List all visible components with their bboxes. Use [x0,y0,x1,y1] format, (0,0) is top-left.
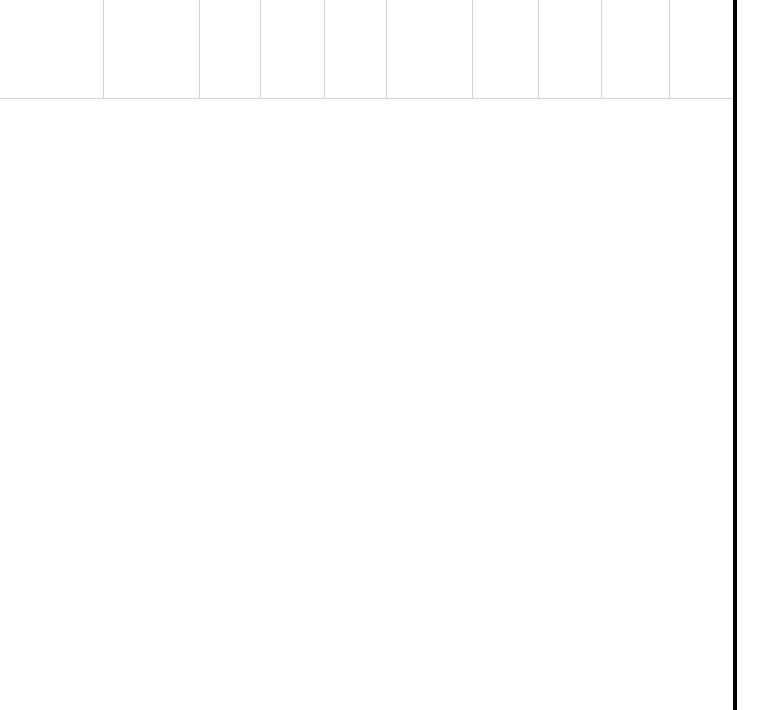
header-state[interactable] [0,0,104,98]
header-prev-day-active[interactable] [539,0,602,98]
header-new-cases[interactable] [200,0,261,98]
header-block [0,0,733,99]
header-active-cases[interactable] [473,0,539,98]
header-total-recovered[interactable] [387,0,473,98]
header-new-deaths[interactable] [325,0,387,98]
column-border [733,0,737,710]
header-total-deaths[interactable] [261,0,325,98]
header-30day-avg[interactable] [670,0,733,98]
header-total-cases[interactable] [104,0,200,98]
header-growth-rate[interactable] [602,0,670,98]
